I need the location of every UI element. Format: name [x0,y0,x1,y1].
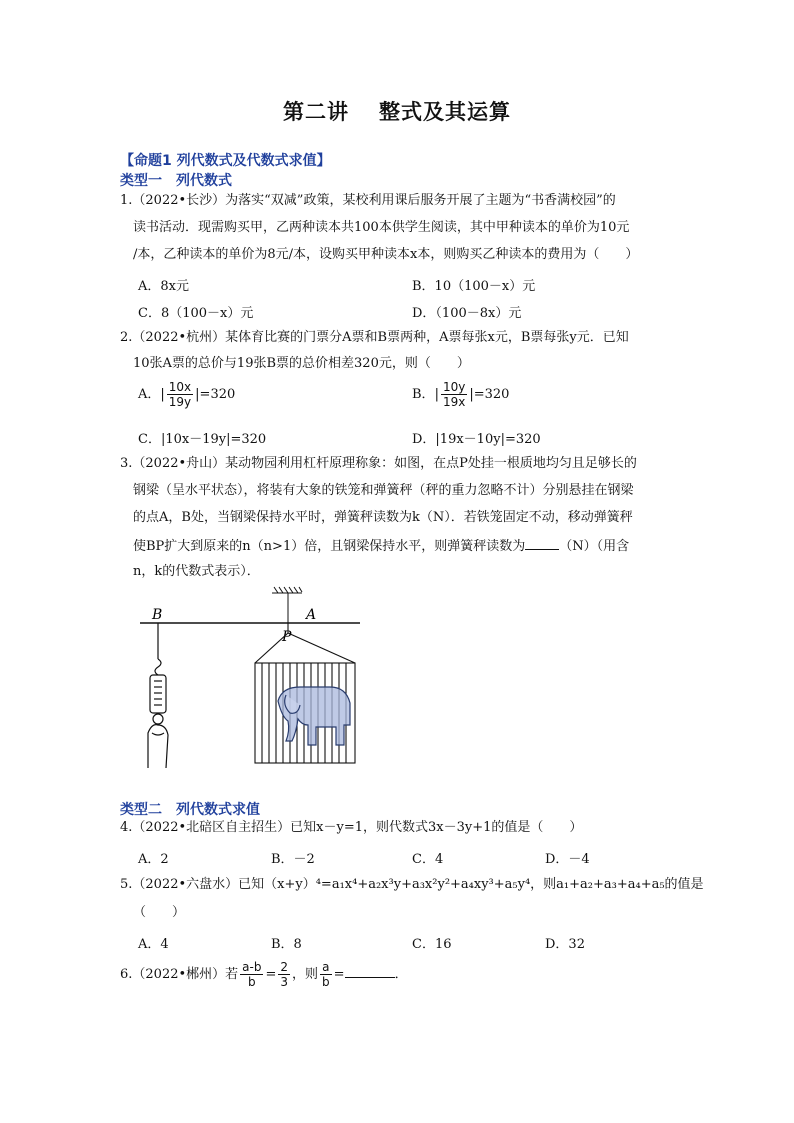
type1-heading: 类型一 列代数式 [120,173,232,189]
q2-a-fraction [167,380,193,409]
q1-option-b: B．10（100－x）元 [412,279,536,294]
q6-answer-blank[interactable] [345,965,395,978]
q4-option-a: A．2 [138,852,169,867]
section1-heading: 【命题1 列代数式及代数式求值】 [120,153,331,169]
q2-b-num: 10y [442,380,466,394]
q2-a-den: 19y [168,395,192,409]
q2-line1: 2.（2022•杭州）某体育比赛的门票分A票和B票两种，A票每张x元，B票每张y元．已知 [120,330,629,345]
q6-f2-den: 3 [280,975,289,989]
q6-f1-den: b [248,975,256,989]
q2-a-num: 10x [168,380,192,394]
q2-option-b: B．| $\frac{10y}{19x}$ |=320 [412,380,510,409]
q6-fraction-3 [320,960,332,989]
q3-line1: 3.（2022•舟山）某动物园利用杠杆原理称象：如图，在点P处挂一根质地均匀且足够长的 [120,456,637,471]
q4-option-b: B．－2 [271,852,315,867]
q6-eq2: = [333,967,345,982]
q2-b-den: 19x [442,395,466,409]
q1-option-a: A．8x元 [138,279,189,294]
q3-answer-blank[interactable] [525,537,559,550]
elephant [278,687,350,745]
q1-line2: 读书活动．现需购买甲，乙两种读本共100本供学生阅读，其中甲种读本的单价为10元 [133,220,630,235]
q6-line [120,960,408,989]
q5-line2: （ ） [133,905,186,920]
q6-f1-num: a-b [242,960,262,974]
ceiling-mount [272,587,302,623]
q6-fraction-1 [240,960,263,989]
q2-option-a: A．| $\frac{10x}{19y}$ |=320 [138,380,236,409]
title-part1: 第二讲 [283,100,349,124]
label-b: B [152,607,163,623]
q5-line1: 5.（2022•六盘水）已知（x+y）⁴=a₁x⁴+a₂x³y+a₃x²y²+a₄xy³+a₅y⁴，则a₁+a₂+a₃+a₄+a₅的值是 [120,877,704,892]
title-part2: 整式及其运算 [379,100,511,124]
q6-end: ． [394,967,408,982]
q6-fraction-2 [278,960,290,989]
q6-f3-num: a [322,960,330,974]
spring-scale [148,623,168,768]
q2-b-rhs: =320 [473,387,510,402]
q6-eq1: = [265,967,277,982]
page-title [0,96,794,126]
q2-option-d: D．|19x－10y|=320 [412,432,541,447]
q2-b-fraction [441,380,467,409]
q4-line1: 4.（2022•北碚区自主招生）已知x－y=1，则代数式3x－3y+1的值是（ ） [120,820,583,835]
q6-f3-den: b [322,975,330,989]
q1-option-c: C．8（100－x）元 [138,306,254,321]
q2-a-rhs: =320 [199,387,236,402]
type2-heading: 类型二 列代数式求值 [120,802,260,818]
q5-option-c: C．16 [412,937,452,952]
q2-b-label: B． [412,387,435,402]
q4-option-c: C．4 [412,852,444,867]
q6-prefix: 6.（2022•郴州）若 [120,967,239,982]
lever-scale-figure [130,583,370,773]
q2-a-label: A． [138,387,161,402]
q3-line4a: 使BP扩大到原来的n（n>1）倍，且钢梁保持水平，则弹簧秤读数为 [133,539,526,554]
q2-line2: 10张A票的总价与19张B票的总价相差320元，则（ ） [133,356,470,371]
q1-line1: 1.（2022•长沙）为落实“双减”政策，某校利用课后服务开展了主题为“书香满校园”的 [120,193,616,208]
q2-option-c: C．|10x－19y|=320 [138,432,267,447]
q5-option-b: B．8 [271,937,302,952]
label-p: P [282,629,292,645]
q1-option-d: D．（100－8x）元 [412,306,522,321]
q3-line2: 钢梁（呈水平状态），将装有大象的铁笼和弹簧秤（秤的重力忽略不计）分别悬挂在钢梁 [133,483,634,498]
q1-line3: /本，乙种读本的单价为8元/本，设购买甲种读本x本，则购买乙种读本的费用为（ ） [133,247,639,262]
q4-option-d: D．－4 [545,852,590,867]
q6-f2-num: 2 [280,960,289,974]
q3-line4 [133,537,629,555]
q6-mid: ，则 [292,967,319,982]
q3-line4b: （N）（用含 [559,539,630,554]
q3-line3: 的点A，B处，当钢梁保持水平时，弹簧秤读数为k（N）．若铁笼固定不动，移动弹簧秤 [133,510,633,525]
q3-line5: n，k的代数式表示）． [133,564,260,579]
label-a: A [306,607,317,623]
q5-option-d: D．32 [545,937,585,952]
q5-option-a: A．4 [138,937,169,952]
